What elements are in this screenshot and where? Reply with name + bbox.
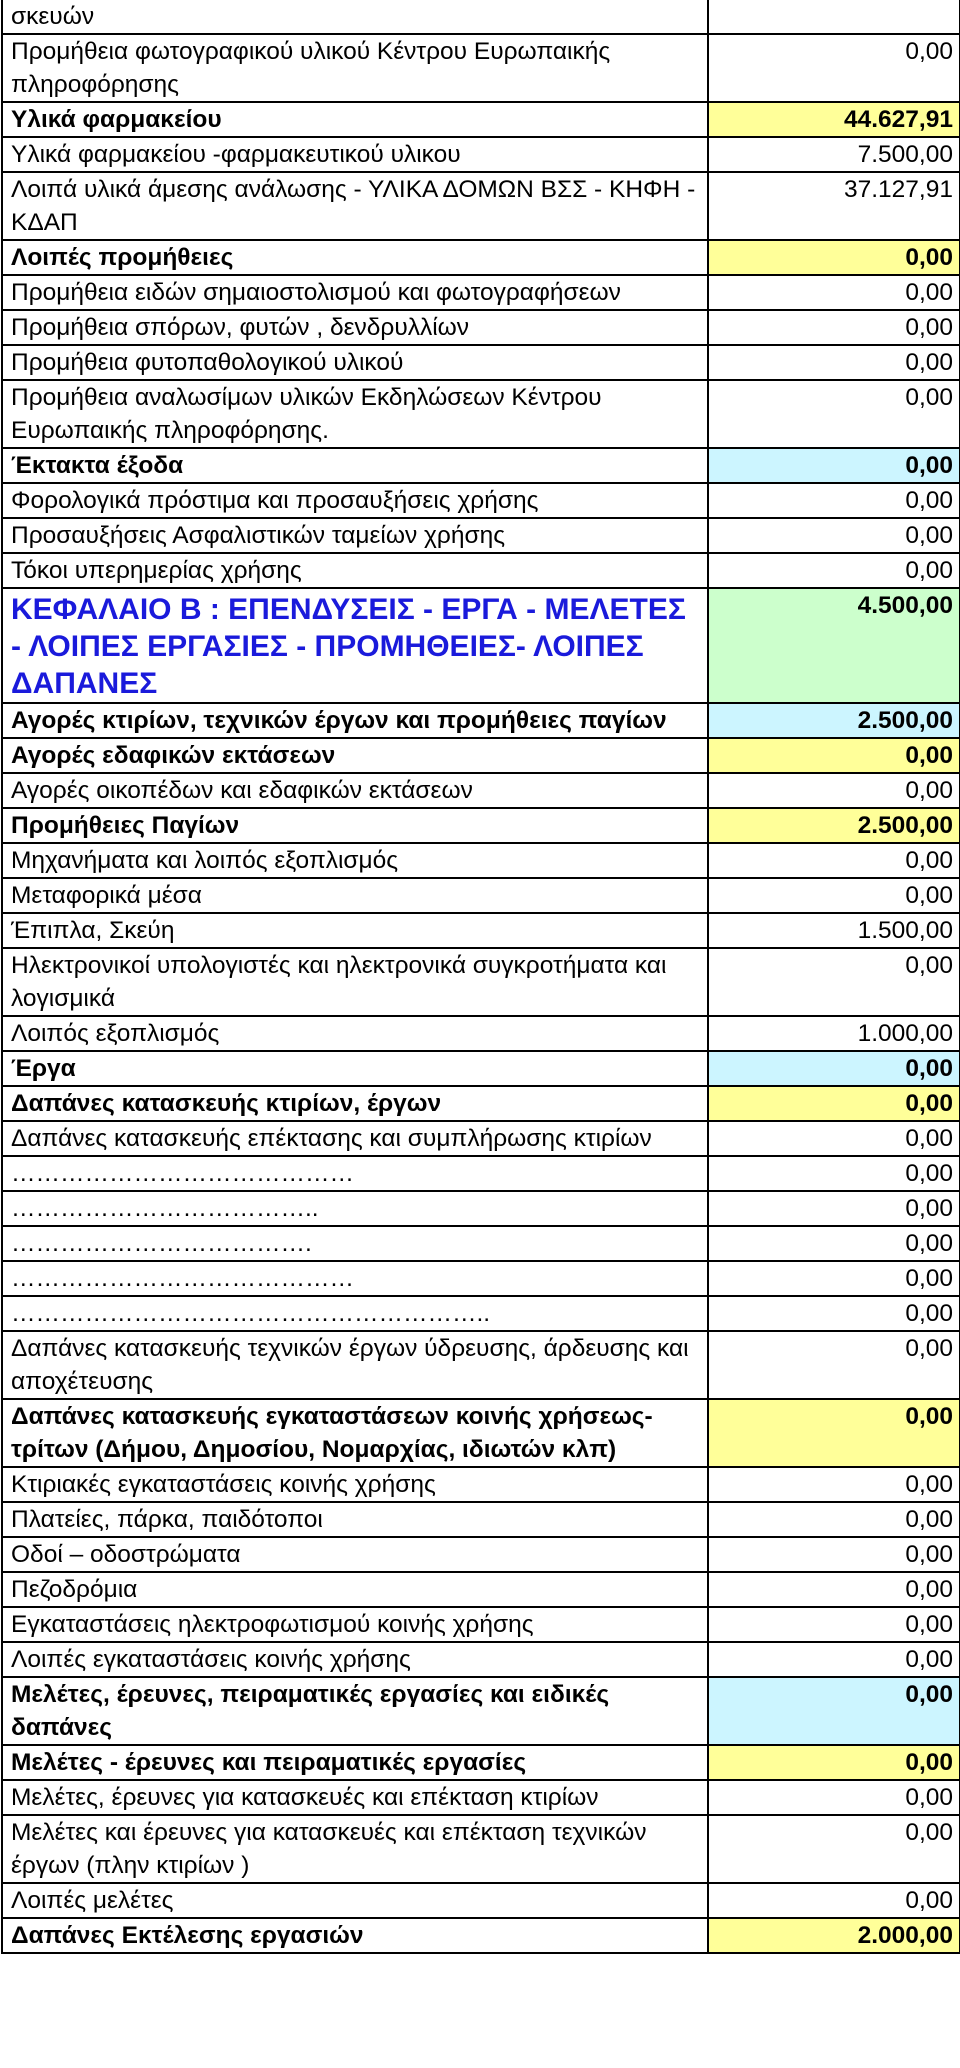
row-label: Λοιπά υλικά άμεσης ανάλωσης - ΥΛΙΚΑ ΔΟΜΩΝ ΒΣΣ - ΚΗΦΗ - ΚΔΑΠ [2,172,708,240]
row-amount: 0,00 [708,448,960,483]
row-amount: 4.500,00 [708,588,960,703]
line-item-row [2,773,960,808]
row-amount: 2.000,00 [708,1918,960,1953]
row-label: ΚΕΦΑΛΑΙΟ Β : ΕΠΕΝΔΥΣΕΙΣ - ΕΡΓΑ - ΜΕΛΕΤΕΣ - ΛΟΙΠΕΣ ΕΡΓΑΣΙΕΣ - ΠΡΟΜΗΘΕΙΕΣ- ΛΟΙΠΕΣ ΔΑΠΑΝΕΣ [2,588,708,703]
row-amount: 0,00 [708,1156,960,1191]
row-amount: 0,00 [708,275,960,310]
line-item-row [2,878,960,913]
category-row [2,448,960,483]
row-label: Πλατείες, πάρκα, παιδότοποι [2,1502,708,1537]
row-label: Αγορές κτιρίων, τεχνικών έργων και προμήθειες παγίων [2,703,708,738]
row-amount: 0,00 [708,1261,960,1296]
line-item-row [2,553,960,588]
row-amount: 0,00 [708,1780,960,1815]
line-item-row [2,345,960,380]
row-amount: 0,00 [708,1883,960,1918]
row-amount: 0,00 [708,34,960,102]
row-label: Λοιπές μελέτες [2,1883,708,1918]
row-label: Τόκοι υπερημερίας χρήσης [2,553,708,588]
row-label: Προμήθειες Παγίων [2,808,708,843]
row-amount: 0,00 [708,380,960,448]
row-label: ………………………………. [2,1226,708,1261]
row-label: Λοιπός εξοπλισμός [2,1016,708,1051]
row-amount: 0,00 [708,483,960,518]
category-row [2,1086,960,1121]
row-label: Μελέτες, έρευνες για κατασκευές και επέκταση κτιρίων [2,1780,708,1815]
row-label: Έπιπλα, Σκεύη [2,913,708,948]
category-row [2,703,960,738]
line-item-row [2,1780,960,1815]
line-item-row [2,380,960,448]
row-amount: 0,00 [708,1051,960,1086]
row-amount: 0,00 [708,878,960,913]
row-label: Εγκαταστάσεις ηλεκτροφωτισμού κοινής χρήσης [2,1607,708,1642]
row-amount: 0,00 [708,1399,960,1467]
category-row [2,1051,960,1086]
line-item-row [2,1121,960,1156]
row-amount: 0,00 [708,553,960,588]
line-item-row [2,1191,960,1226]
row-label: Υλικά φαρμακείου -φαρμακευτικού υλικου [2,137,708,172]
row-amount: 0,00 [708,1745,960,1780]
line-item-row [2,948,960,1016]
line-item-row [2,1642,960,1677]
line-item-row [2,1883,960,1918]
row-amount: 0,00 [708,1677,960,1745]
row-amount: 44.627,91 [708,102,960,137]
row-label: Δαπάνες κατασκευής επέκτασης και συμπλήρωσης κτιρίων [2,1121,708,1156]
row-label: Μελέτες, έρευνες, πειραματικές εργασίες και ειδικές δαπάνες [2,1677,708,1745]
row-label: σκευών [2,0,708,34]
line-item-row [2,1467,960,1502]
line-item-row [2,1815,960,1883]
line-item-row [2,843,960,878]
row-label: Προσαυξήσεις Ασφαλιστικών ταμείων χρήσης [2,518,708,553]
line-item-row [2,0,960,34]
row-amount: 0,00 [708,1086,960,1121]
line-item-row [2,34,960,102]
row-label: Πεζοδρόμια [2,1572,708,1607]
line-item-row [2,137,960,172]
line-item-row [2,1226,960,1261]
line-item-row [2,1156,960,1191]
line-item-row [2,172,960,240]
row-label: Μελέτες - έρευνες και πειραματικές εργασίες [2,1745,708,1780]
row-label: Ηλεκτρονικοί υπολογιστές και ηλεκτρονικά συγκροτήματα και λογισμικά [2,948,708,1016]
row-amount: 0,00 [708,948,960,1016]
line-item-row [2,483,960,518]
row-amount: 2.500,00 [708,808,960,843]
budget-table [1,0,960,1954]
row-label: Λοιπές εγκαταστάσεις κοινής χρήσης [2,1642,708,1677]
row-label: Μηχανήματα και λοιπός εξοπλισμός [2,843,708,878]
line-item-row [2,1016,960,1051]
row-label: Αγορές οικοπέδων και εδαφικών εκτάσεων [2,773,708,808]
row-label: …………………………………… [2,1156,708,1191]
row-label: Μεταφορικά μέσα [2,878,708,913]
row-amount: 0,00 [708,240,960,275]
line-item-row [2,1331,960,1399]
budget-table-body [2,0,960,1953]
row-amount: 0,00 [708,1121,960,1156]
row-label: Προμήθεια σπόρων, φυτών , δενδρυλλίων [2,310,708,345]
row-label: ………………………………………………….. [2,1296,708,1331]
row-amount [708,0,960,34]
row-amount: 0,00 [708,1572,960,1607]
line-item-row [2,275,960,310]
category-row [2,1745,960,1780]
row-label: Λοιπές προμήθειες [2,240,708,275]
row-label: Προμήθεια ειδών σημαιοστολισμού και φωτογραφήσεων [2,275,708,310]
row-label: Προμήθεια φυτοπαθολογικού υλικού [2,345,708,380]
row-label: Έργα [2,1051,708,1086]
row-amount: 0,00 [708,1537,960,1572]
row-amount: 0,00 [708,738,960,773]
row-label: Οδοί – οδοστρώματα [2,1537,708,1572]
category-row [2,1399,960,1467]
row-label: Προμήθεια φωτογραφικού υλικού Κέντρου Ευρωπαικής πληροφόρησης [2,34,708,102]
row-label: Υλικά φαρμακείου [2,102,708,137]
line-item-row [2,310,960,345]
row-label: Κτιριακές εγκαταστάσεις κοινής χρήσης [2,1467,708,1502]
row-amount: 1.500,00 [708,913,960,948]
row-label: Μελέτες και έρευνες για κατασκευές και επέκταση τεχνικών έργων (πλην κτιρίων ) [2,1815,708,1883]
row-label: Έκτακτα έξοδα [2,448,708,483]
row-amount: 1.000,00 [708,1016,960,1051]
row-label: Δαπάνες Εκτέλεσης εργασιών [2,1918,708,1953]
row-amount: 7.500,00 [708,137,960,172]
row-amount: 0,00 [708,310,960,345]
row-label: Αγορές εδαφικών εκτάσεων [2,738,708,773]
line-item-row [2,1537,960,1572]
category-row [2,808,960,843]
row-amount: 0,00 [708,1296,960,1331]
row-label: …………………………………… [2,1261,708,1296]
line-item-row [2,913,960,948]
row-amount: 0,00 [708,1467,960,1502]
row-amount: 0,00 [708,1502,960,1537]
row-label: Δαπάνες κατασκευής τεχνικών έργων ύδρευσης, άρδευσης και αποχέτευσης [2,1331,708,1399]
category-row [2,1918,960,1953]
row-label: Προμήθεια αναλωσίμων υλικών Εκδηλώσεων Κέντρου Ευρωπαικής πληροφόρησης. [2,380,708,448]
row-amount: 37.127,91 [708,172,960,240]
row-amount: 2.500,00 [708,703,960,738]
row-amount: 0,00 [708,843,960,878]
row-amount: 0,00 [708,1642,960,1677]
row-amount: 0,00 [708,1226,960,1261]
line-item-row [2,1261,960,1296]
category-row [2,102,960,137]
row-label: ……………………………….. [2,1191,708,1226]
row-amount: 0,00 [708,773,960,808]
line-item-row [2,1607,960,1642]
row-amount: 0,00 [708,345,960,380]
row-amount: 0,00 [708,1607,960,1642]
row-label: Δαπάνες κατασκευής εγκαταστάσεων κοινής χρήσεως- τρίτων (Δήμου, Δημοσίου, Νομαρχίας, ιδιωτών κλπ) [2,1399,708,1467]
row-amount: 0,00 [708,1815,960,1883]
line-item-row [2,1502,960,1537]
category-row [2,738,960,773]
row-amount: 0,00 [708,1191,960,1226]
category-row [2,240,960,275]
row-amount: 0,00 [708,518,960,553]
line-item-row [2,1296,960,1331]
line-item-row [2,518,960,553]
category-row [2,1677,960,1745]
line-item-row [2,1572,960,1607]
chapter-row [2,588,960,703]
row-amount: 0,00 [708,1331,960,1399]
row-label: Φορολογικά πρόστιμα και προσαυξήσεις χρήσης [2,483,708,518]
row-label: Δαπάνες κατασκευής κτιρίων, έργων [2,1086,708,1121]
